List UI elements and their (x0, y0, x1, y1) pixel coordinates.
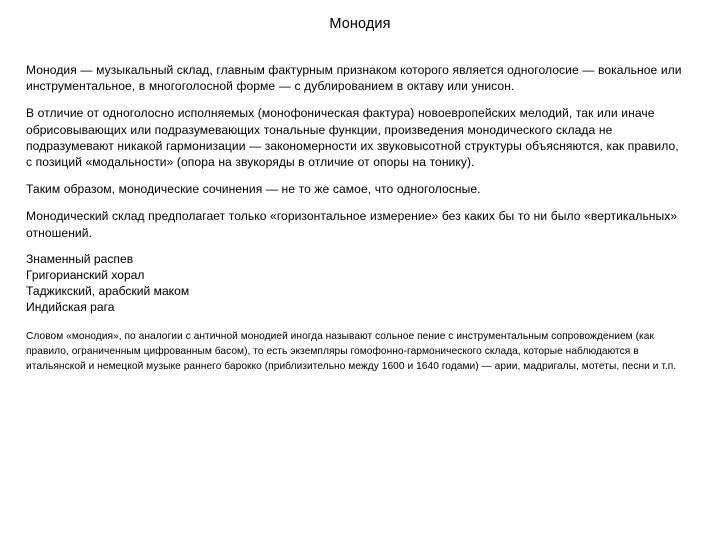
examples-list-items (26, 251, 688, 316)
list-item: Индийская рага (26, 300, 115, 315)
list-item: Григорианский хорал (26, 268, 145, 283)
list-item: Знаменный распев (26, 251, 134, 266)
paragraph-horizontal-dimension: Монодический склад предполагает только «горизонтальное измерение» без каких бы то ни было «вертикальных» отношений. (26, 209, 678, 240)
page-title: Монодия (329, 16, 391, 32)
paragraph-contrast: В отличие от одноголосно исполняемых (монофоническая фактура) новоевропейских мелодий, так или иначе обрисовывающих или подразумевающих тональные функции, произведения монодического склада не подразумевают никакой гармонизации — закономерности их звуковысотной структуры объясняются, как правило, с позиций «модальности» (опора на звукоряды в отличие от опоры на тонику). (26, 106, 679, 170)
examples-list (26, 251, 688, 316)
paragraph-baroque-note: Словом «монодия», по аналогии с античной монодией иногда называют сольное пение с инструментальным сопровождением (как правило, ограниченным цифрованным басом), то есть экземпляры гомофонно-гармонического склада, которые наблюдаются в итальянской и немецкой музыке раннего барокко (приблизительно между 1600 и 1640 годами) — арии, мадригалы, мотеты, песни и т.п. (26, 330, 677, 373)
paragraph-definition: Монодия — музыкальный склад, главным фактурным признаком которого является одноголосие — вокальное или инструментальное, в многоголосной форме — с дублированием в октаву или унисон. (26, 63, 682, 94)
paragraph-conclusion: Таким образом, монодические сочинения — не то же самое, что одноголосные. (26, 182, 481, 197)
list-item: Таджикский, арабский маком (26, 284, 190, 299)
slide-body (26, 62, 688, 375)
